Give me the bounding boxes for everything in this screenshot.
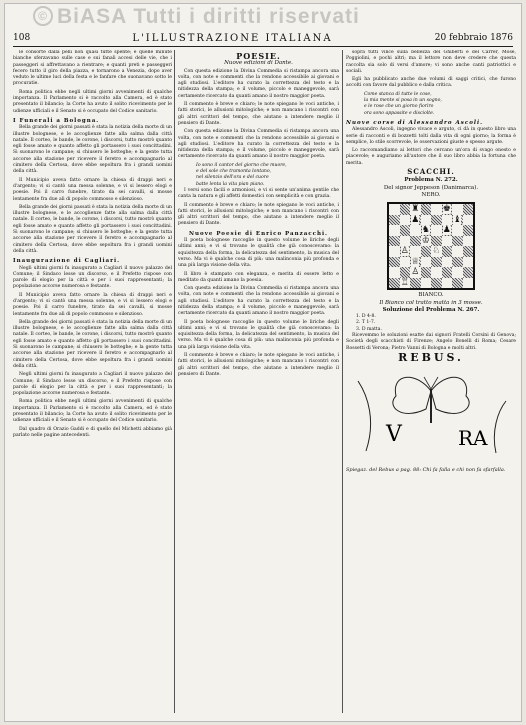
- column-divider: [342, 50, 343, 713]
- verse-block: [178, 163, 339, 188]
- chess-piece-icon: ♖: [400, 277, 409, 288]
- chess-square: [400, 246, 411, 257]
- chess-square: [442, 225, 453, 236]
- chess-square: [463, 236, 474, 247]
- chess-square: [421, 257, 432, 268]
- paragraph: Il commento è breve e chiaro; le note spiegano le voci antiche, i fatti storici, le allusioni mitologiche; e non mancano i riscontri con gli altri scrittori del tempo, che aiutano a intendere meglio il pensiero di Dante.: [178, 353, 339, 377]
- solution-move: 2. T 1-7.: [356, 320, 376, 326]
- copyright-icon: ©: [33, 6, 53, 26]
- chess-square: [410, 278, 421, 289]
- chess-square: [452, 225, 463, 236]
- chess-piece-icon: ♘: [432, 246, 441, 257]
- chess-square: [431, 246, 442, 257]
- issue-date: 20 febbraio 1876: [434, 33, 513, 43]
- chess-square: [442, 236, 453, 247]
- chess-square: [463, 215, 474, 226]
- paragraph: Il commento è breve e chiaro; le note spiegano le voci antiche, i fatti storici, le allusioni mitologiche; e non mancano i riscontri con gli altri scrittori del tempo, che aiutano a intendere meglio il pensiero di Dante.: [178, 102, 339, 126]
- chess-square: [400, 236, 411, 247]
- chess-square: [421, 225, 432, 236]
- page-header: [13, 31, 513, 45]
- chess-square: [400, 215, 411, 226]
- chess-square: [410, 246, 421, 257]
- solution-title: Soluzione del Problema N. 267.: [382, 306, 480, 313]
- chess-square: [442, 267, 453, 278]
- section-heading: Inaugurazione di Cagliari.: [13, 258, 121, 265]
- chess-square: [442, 215, 453, 226]
- chess-square: [463, 257, 474, 268]
- section-heading: Nuove Poesie di Enrico Panzacchi.: [189, 230, 328, 237]
- chess-square: [400, 257, 411, 268]
- chess-square: [400, 204, 411, 215]
- paragraph: Dal quadro di Orazio Gaddi e di quello del Michetti abbiamo già parlato nelle pagine antecedenti.: [13, 426, 172, 438]
- chess-square: [431, 215, 442, 226]
- section-heading: POESIE.: [236, 51, 281, 61]
- chess-square: [452, 278, 463, 289]
- newspaper-page: [4, 3, 522, 722]
- chess-piece-icon: ♕: [411, 256, 420, 267]
- section-subheading: Nuove edizioni di Dante.: [224, 60, 293, 67]
- publication-title: L'ILLUSTRAZIONE ITALIANA: [132, 32, 333, 44]
- chess-square: [410, 236, 421, 247]
- verse-line: Come stanca di tutte le cose,: [364, 91, 432, 97]
- column-3: [346, 50, 516, 715]
- paragraph: Con questa edizione la Divina Commedia si ristampa ancora una volta, con note e commenti che la rendono accessibile ai giovani e agli studiosi. L'editore ha curato la correttezza del testo e la nitidezza della stampa; e il volume, piccolo e maneggevole, sarà certamente ricercato da quanti amano il nostro maggior poeta.: [178, 68, 339, 99]
- paragraph: Con questa edizione la Divina Commedia si ristampa ancora una volta, con note e commenti che la rendono accessibile ai giovani e agli studiosi. L'editore ha curato la correttezza del testo e la nitidezza della stampa; e il volume, piccolo e maneggevole, sarà certamente ricercato da quanti amano il nostro maggior poeta.: [178, 129, 339, 160]
- verse-line: Io sono il cantor del giorno che muore,: [196, 162, 287, 168]
- chess-white-label: BIANCO.: [418, 292, 444, 299]
- chess-square: [421, 278, 432, 289]
- watermark: [5, 4, 522, 30]
- chess-square: [410, 257, 421, 268]
- chess-square: [421, 236, 432, 247]
- chess-square: [442, 246, 453, 257]
- chess-square: [410, 204, 421, 215]
- rebus-puzzle: [346, 350, 516, 485]
- chess-piece-icon: ♜: [411, 204, 420, 215]
- chess-square: [442, 278, 453, 289]
- paragraph: Bella grande dei giorni passati è stata la notizia della morte di un illustre bolognese, e le accoglienze fatte alla salma dalla città natale. Il corteo, le bande, le corone, i discorsi, tutto mostrò quanto egli fosse amato e quanto affetto gli portassero i suoi concittadini. Si suonarono le campane; si chiusero le botteghe; e la gente tutta accorse alla stazione per ricevere il feretro e accompagnarlo al cimitero della Certosa, dove ebbe sepoltura fra i grandi uomini della città.: [13, 125, 172, 175]
- chess-square: [452, 215, 463, 226]
- chess-square: [410, 225, 421, 236]
- moth-icon: [393, 377, 469, 423]
- chess-square: [431, 225, 442, 236]
- section-heading: I Funerali a Bologna.: [13, 117, 100, 124]
- paragraph: Lo raccomandiamo ai lettori che cercano un'ora di svago onesto e piacevole; e auguriamo all'autore che il suo libro abbia la fortuna che merita.: [346, 148, 516, 166]
- header-rule: [13, 46, 513, 47]
- chess-square: [431, 267, 442, 278]
- column-2: [178, 50, 339, 715]
- chess-square: [389, 257, 400, 268]
- chess-square: [442, 257, 453, 268]
- rebus-letters-left: V: [386, 422, 402, 448]
- chess-square: [421, 204, 432, 215]
- verse-line: ora sono appassite e disciolte.: [364, 110, 435, 116]
- chess-square: [389, 225, 400, 236]
- rebus-footnote: Spiegaz. del Rebus a pag. 88: Chi fa falla e chi non fa sfarfalla.: [346, 466, 506, 473]
- chess-square: [452, 204, 463, 215]
- watermark-text: BiASA Tutti i diritti riservati: [57, 5, 360, 28]
- paragraph: Il Municipio aveva fatto ornare la chiesa di drappi neri e d'argento; vi si cantò una messa solenne, e vi si lessero elogi e poesie. Poi il carro funebre, tirato da sei cavalli, si mosse lentamente fra due ali di popolo commosso e silenzioso.: [13, 177, 172, 202]
- paragraph: Il poeta bolognese raccoglie in questo volume le liriche degli ultimi anni; e vi si trovano le qualità che già conoscevamo: la squisitezza della forma, la delicatezza del sentimento, la musica del verso. Ma vi è qualche cosa di più: una malinconia più profonda e una più larga visione della vita.: [178, 238, 339, 269]
- chess-square: [389, 215, 400, 226]
- chess-square: [442, 204, 453, 215]
- paragraph: Il commento è breve e chiaro; le note spiegano le voci antiche, i fatti storici, le allusioni mitologiche; e non mancano i riscontri con gli altri scrittori del tempo, che aiutano a intendere meglio il pensiero di Dante.: [178, 202, 339, 227]
- paragraph: Alessandro Ascoli, ingegno vivace e arguto, ci dà in questo libro una serie di racconti e di bozzetti tolti dalla vita di ogni giorno; la forma è semplice, lo stile scorrevole, le osservazioni giuste e spesso argute.: [346, 127, 516, 145]
- paragraph: Bella grande dei giorni passati è stata la notizia della morte di un illustre bolognese, e le accoglienze fatte alla salma dalla città natale. Il corteo, le bande, le corone, i discorsi, tutto mostrò quanto egli fosse amato e quanto affetto gli portassero i suoi concittadini. Si suonarono le campane; si chiusero le botteghe; e la gente tutta accorse alla stazione per ricevere il feretro e accompagnarlo al cimitero della Certosa, dove ebbe sepoltura fra i grandi uomini della città.: [13, 319, 172, 369]
- chess-square: [421, 267, 432, 278]
- solution-move: 1. D 4-8.: [356, 314, 376, 320]
- chess-square: [421, 215, 432, 226]
- paragraph: Negli ultimi giorni fu inaugurato a Cagliari il nuovo palazzo del Comune; il Sindaco lesse un discorso, e il Prefetto rispose con parole di elogio per la città e per i suoi rappresentanti; la popolazione accorse numerosa e festante.: [13, 372, 172, 397]
- chess-square: [389, 278, 400, 289]
- chess-piece-icon: ♙: [411, 267, 420, 278]
- chess-square: [400, 278, 411, 289]
- paragraph: Il libro è stampato con eleganza, e merita di essere letto e meditato da quanti amano la poesia.: [178, 271, 339, 283]
- chess-square: [463, 225, 474, 236]
- paragraph: Roma politica ebbe negli ultimi giorni avvenimenti di qualche importanza. Il Parlamento si è raccolto alla Camera, ed è stato presentato il bilancio; la Corte ha avuto il solito ricevimento per le udienze ufficiali e il Senato si è occupato del Codice sanitario.: [13, 399, 172, 424]
- paragraph: I versi sono facili e armoniosi, e vi si sente un'anima gentile che canta la natura e gli affetti domestici con semplicità e con grazia.: [178, 187, 339, 200]
- verse-line: e del sole che tramonta lontano,: [196, 169, 272, 175]
- chess-square: [431, 236, 442, 247]
- paragraph: Il poeta bolognese raccoglie in questo volume le liriche degli ultimi anni; e vi si trovano le qualità che già conoscevamo: la squisitezza della forma, la delicatezza del sentimento, la musica del verso. Ma vi è qualche cosa di più: una malinconia più profonda e una più larga visione della vita.: [178, 319, 339, 350]
- chess-problem-title: Problema N. 272.: [404, 177, 458, 184]
- paragraph: Roma politica ebbe negli ultimi giorni avvenimenti di qualche importanza. Il Parlamento si è raccolto alla Camera, ed è stato presentato il bilancio; la Corte ha avuto il solito ricevimento per le udienze ufficiali e il Senato si è occupato del Codice sanitario.: [13, 89, 172, 114]
- solution-move: 3. D matta.: [356, 326, 382, 332]
- chess-piece-icon: ♙: [400, 246, 409, 257]
- section-heading: Nuove corse di Alessandro Ascoli.: [346, 119, 483, 126]
- chess-square: [452, 246, 463, 257]
- chess-piece-icon: ♝: [453, 214, 462, 225]
- chess-square: [410, 215, 421, 226]
- chess-square: [400, 225, 411, 236]
- paragraph: le consorte dalla pelli non quasi tutte spente; e quelle minute bianche sferzavano sulle case e sui fanali accesi delle vie, che i passeggeri si affrettavano a rientrare; e quanti preti e passeggeri fecero tutto il giro della piazza, e tornarono a Venezia, dopo aver veduto le ultime luci della festa e le fanfare che suonavano sotto le procuratie.: [13, 50, 172, 87]
- chess-square: [463, 267, 474, 278]
- verse-line: nel silenzio dell'ora e del cuore: [196, 175, 269, 181]
- chess-square: [389, 236, 400, 247]
- paragraph: Egli ha pubblicato anche due volumi di saggi critici, che furono accolti con favore dal pubblico e dalla critica.: [346, 77, 516, 89]
- chess-board: [387, 202, 475, 290]
- rebus-illustration: [346, 361, 516, 461]
- rebus-letters-right: RA: [458, 426, 488, 451]
- chess-square: [389, 267, 400, 278]
- verse-line: e le rose che un giorno fiorìro: [364, 104, 434, 110]
- rebus-title: REBUS.: [398, 350, 464, 364]
- column-divider: [174, 50, 175, 713]
- chess-caption: Il Bianco col tratto matta in 3 mosse.: [379, 299, 483, 306]
- chess-square: [431, 278, 442, 289]
- paragraph: Bella grande dei giorni passati è stata la notizia della morte di un illustre bolognese, e le accoglienze fatte alla salma dalla città natale. Il corteo, le bande, le corone, i discorsi, tutto mostrò quanto egli fosse amato e quanto affetto gli portassero i suoi concittadini. Si suonarono le campane; si chiusero le botteghe; e la gente tutta accorse alla stazione per ricevere il feretro e accompagnarlo al cimitero della Certosa, dove ebbe sepoltura fra i grandi uomini della città.: [13, 204, 172, 254]
- chess-square: [452, 236, 463, 247]
- solvers-paragraph: Ricevemmo le soluzioni esatte dai signori Fratelli Corsini di Genova; Società degli scacchisti di Firenze; Angelo Bonelli di Roma; Cesare Rossetti di Verona; Pietro Vanni di Bologna e molti altri.: [346, 333, 516, 351]
- chess-square: [389, 204, 400, 215]
- chess-piece-icon: ♚: [442, 204, 451, 215]
- chess-square: [463, 278, 474, 289]
- chess-square: [463, 246, 474, 257]
- solution-moves: [346, 314, 516, 333]
- chess-square: [421, 246, 432, 257]
- page-number: 108: [13, 33, 31, 43]
- chess-section-title: SCACCHI.: [407, 167, 455, 177]
- chess-square: [463, 204, 474, 215]
- column-1: [13, 50, 172, 715]
- chess-piece-icon: ♞: [421, 225, 430, 236]
- chess-square: [410, 267, 421, 278]
- chess-square: [431, 204, 442, 215]
- chess-square: [389, 246, 400, 257]
- verse-line: batte lenta la vita pian piano.: [196, 181, 265, 187]
- chess-square: [431, 257, 442, 268]
- chess-author: Del signor Jeppeson (Danimarca).: [383, 184, 479, 191]
- verse-block: [346, 92, 516, 117]
- paragraph: Il Municipio aveva fatto ornare la chiesa di drappi neri e d'argento; vi si cantò una messa solenne, e vi si lessero elogi e poesie. Poi il carro funebre, tirato da sei cavalli, si mosse lentamente fra due ali di popolo commosso e silenzioso.: [13, 292, 172, 317]
- chess-square: [400, 267, 411, 278]
- chess-black-label: NERO.: [421, 191, 441, 198]
- chess-piece-icon: ♔: [421, 235, 430, 246]
- paragraph: Con questa edizione la Divina Commedia si ristampa ancora una volta, con note e commenti che la rendono accessibile ai giovani e agli studiosi. L'editore ha curato la correttezza del testo e la nitidezza della stampa; e il volume, piccolo e maneggevole, sarà certamente ricercato da quanti amano il nostro maggior poeta.: [178, 286, 339, 317]
- paragraph: sopra tutti vince sulla bellezza del Ghiberti e del Carrer, Mosé, Poggiolini, e pochi altri; ma il lettore non deve credere che questa raccolta sia solo di versi d'amore; vi sono anche canti patriottici e sociali.: [346, 50, 516, 74]
- chess-piece-icon: ♟: [442, 225, 451, 236]
- paragraph: Negli ultimi giorni fu inaugurato a Cagliari il nuovo palazzo del Comune; il Sindaco lesse un discorso, e il Prefetto rispose con parole di elogio per la città e per i suoi rappresentanti; la popolazione accorse numerosa e festante.: [13, 265, 172, 290]
- chess-square: [452, 257, 463, 268]
- verse-line: la mia mente si posa in un sogno,: [364, 98, 442, 104]
- chess-piece-icon: ♟: [411, 214, 420, 225]
- chess-square: [452, 267, 463, 278]
